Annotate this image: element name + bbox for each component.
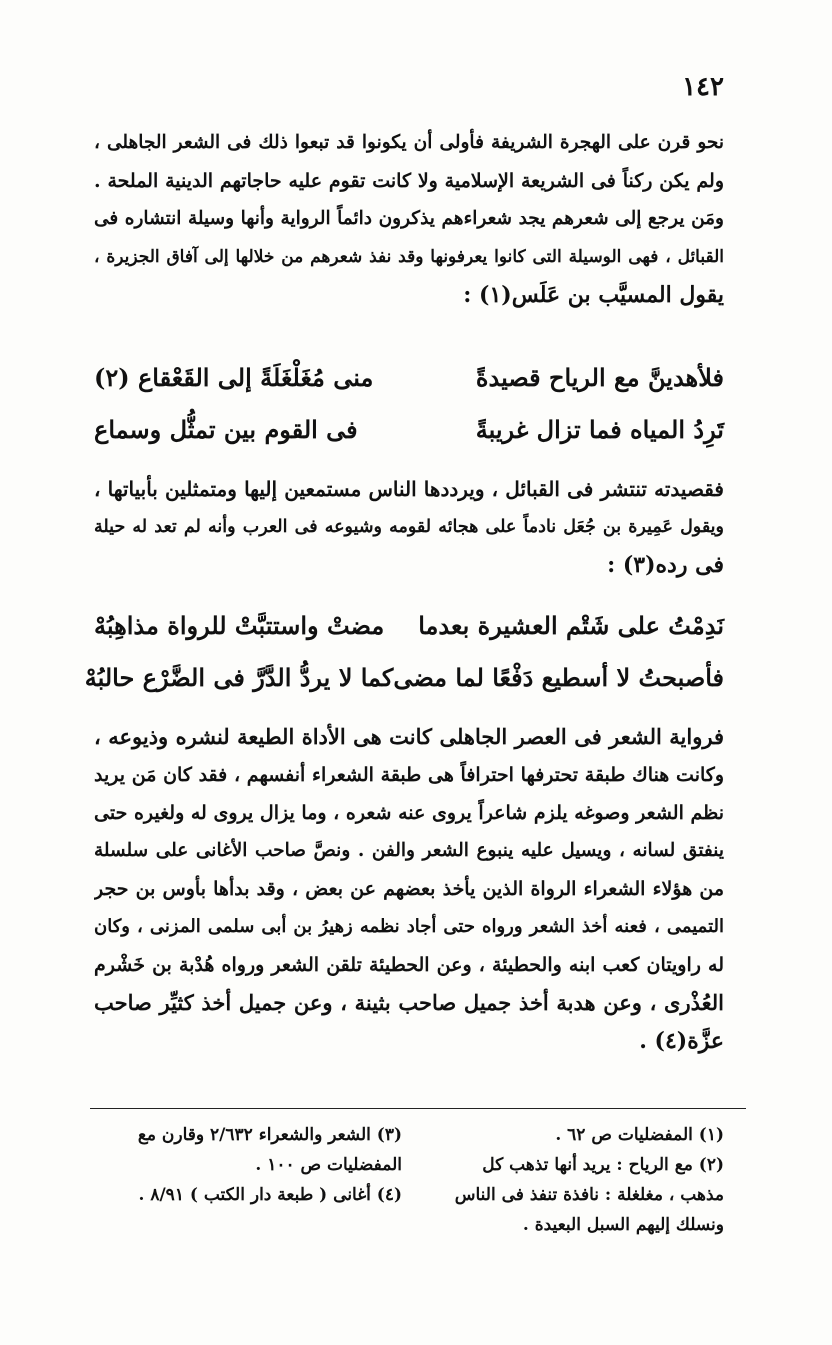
verse-first-hemistich: نَدِمْتُ على شَتْم العشيرة بعدما [418,611,724,640]
footnotes-left-column [72,1120,402,1210]
poem-verse [84,652,724,704]
footnote-divider [90,1108,746,1109]
verse-first-hemistich: فلأهدينَّ مع الرياح قصيدةً [475,363,724,392]
footnote-line: (٤) أغانى ( طبعة دار الكتب ) ٨/٩١ . [138,1185,402,1205]
footnote-line: المفضليات ص ١٠٠ . [255,1155,402,1175]
second-paragraph [94,470,724,584]
text-line: عزَّة(٤) . [639,1028,724,1054]
text-line: نحو قرن على الهجرة الشريفة فأولى أن يكونوا قد تبعوا ذلك فى الشعر الجاهلى ، [94,132,724,153]
poem-musayyab [94,352,724,456]
verse-first-hemistich: تَرِدُ المياه فما تزال غريبةً [475,415,724,444]
verse-second-hemistich: مضتْ واستتبَّتْ للرواة مذاهِبُهْ [94,611,385,640]
footnote-line: (١) المفضليات ص ٦٢ . [555,1125,724,1145]
text-line: العُذْرى ، وعن هدبة أخذ جميل صاحب بثينة ، وعن جميل أخذ كثيِّر صاحب [94,990,724,1015]
poem-verse [94,404,724,456]
text-line: نظم الشعر وصوغه يلزم شاعراً يروى عنه شعره ، وما يزال يروى له ولغيره حتى [94,802,724,824]
poem-verse [94,352,724,404]
verse-first-hemistich: فأصبحتُ لا أسطيع دَفْعًا لما مضى [393,663,724,692]
text-line: ينفتق لسانه ، ويسيل عليه ينبوع الشعر والفن . ونصَّ صاحب الأغانى على سلسلة [94,840,724,861]
verse-second-hemistich: فى القوم بين تمثُّل وسماع [94,415,358,444]
verse-second-hemistich: منى مُغَلْغَلَةً إلى القَعْقاع (٢) [94,363,374,392]
footnote-line: مذهب ، مغلغلة : نافذة تنفذ فى الناس [454,1185,724,1205]
third-paragraph [94,718,724,1060]
text-line: فى رده(٣) : [607,552,724,578]
text-line: فرواية الشعر فى العصر الجاهلى كانت هى الأداة الطيعة لنشره وذيوعه ، [94,724,724,749]
text-line: القبائل ، فهى الوسيلة التى كانوا يعرفونها وقد نفذ شعرهم من خلالها إلى آفاق الجزيرة ، [94,247,724,267]
text-line: ولم يكن ركناً فى الشريعة الإسلامية ولا كانت تقوم عليه حاجاتهم الدينية الملحة . [94,170,724,192]
text-line: يقول المسيَّب بن عَلَس(١) : [463,282,724,308]
footnote-line: (٢) مع الرياح : يريد أنها تذهب كل [482,1155,724,1175]
text-line: ومَن يرجع إلى شعرهم يجد شعراءهم يذكرون دائماً الرواية وأنها وسيلة انتشاره فى [94,208,724,229]
verse-second-hemistich: كما لا يردُّ الدَّرَّ فى الضَّرْع حالبُهْ [84,663,394,692]
poem-amira [84,600,724,704]
page-number: ١٤٢ [682,72,724,102]
footnotes-right-column [424,1120,724,1240]
text-line: التميمى ، فعنه أخذ الشعر ورواه حتى أجاد نظمه زهيرُ بن أبى سلمى المزنى ، وكان [94,916,724,937]
text-line: وكانت هناك طبقة تحترفها احترافاً هى طبقة الشعراء أنفسهم ، فقد كان مَن يريد [94,764,724,786]
text-line: له راويتان كعب ابنه والحطيئة ، وعن الحطيئة تلقن الشعر ورواه هُدْبة بن خَشْرم [94,954,724,976]
footnote-line: ونسلك إليهم السبل البعيدة . [522,1215,724,1235]
poem-verse [94,600,724,652]
text-line: ويقول عَمِيرة بن جُعَل نادماً على هجائه لقومه وشيوعه فى العرب وأنه لم تعد له حيلة [94,517,724,537]
intro-paragraph [94,124,724,314]
text-line: فقصيدته تنتشر فى القبائل ، ويرددها الناس مستمعين إليها ومتمثلين بأبياتها ، [94,477,724,501]
footnote-line: (٣) الشعر والشعراء ٢/٦٣٢ وقارن مع [137,1125,402,1145]
text-line: من هؤلاء الشعراء الرواة الذين يأخذ بعضهم عن بعض ، وقد بدأها بأوس بن حجر [94,878,724,900]
